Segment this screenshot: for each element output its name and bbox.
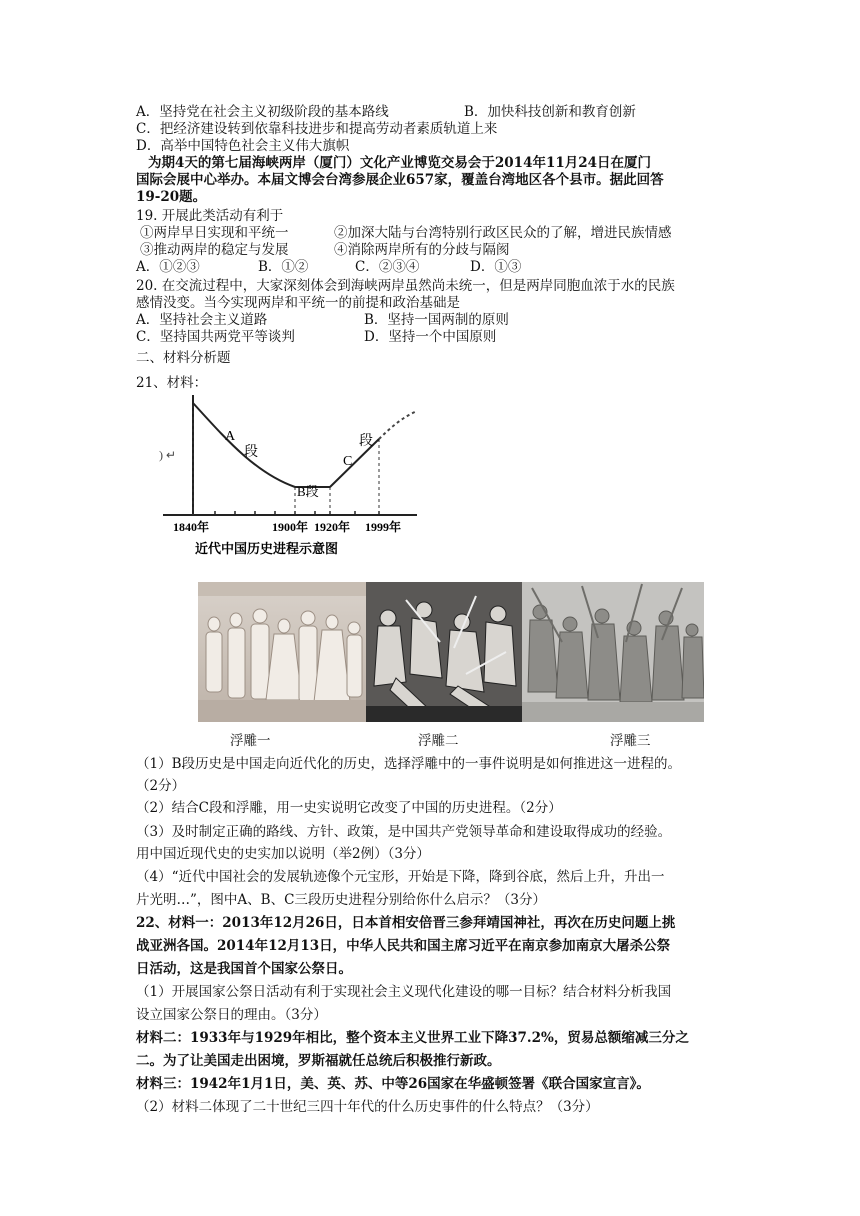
- intro-line-2: 国际会展中心举办。本届文博会台湾参展企业657家，覆盖台湾地区各个县市。据此回答: [136, 172, 664, 188]
- q21-label: 21、材料：: [136, 375, 208, 391]
- q20-option-a: A．坚持社会主义道路: [136, 312, 268, 328]
- q18-option-a: A．坚持党在社会主义初级阶段的基本路线: [136, 104, 389, 120]
- relief-image-1: [198, 582, 366, 722]
- q21-part3-line-1: （3）及时制定正确的路线、方针、政策，是中国共产党领导革命和建设取得成功的经验。: [136, 824, 672, 840]
- stray-mark: ) ↵: [159, 448, 177, 462]
- diagram-caption: 近代中国历史进程示意图: [195, 541, 339, 556]
- q19-statement-3: ③推动两岸的稳定与发展: [140, 242, 289, 258]
- q22-material1-line-1: 22、材料一：2013年12月26日，日本首相安倍晋三参拜靖国神社，再次在历史问题上挑: [136, 915, 676, 931]
- tick-label-1999: 1999年: [365, 520, 402, 534]
- intro-line-3: 19-20题。: [136, 189, 207, 205]
- segment-a-label: A: [225, 429, 236, 444]
- q18-option-d: D．高举中国特色社会主义伟大旗帜: [136, 138, 350, 154]
- history-process-diagram: [155, 393, 425, 563]
- intro-line-1: 为期4天的第七届海峡两岸（厦门）文化产业博览交易会于2014年11月24日在厦门: [148, 155, 652, 171]
- q19-option-d: D．①③: [470, 259, 522, 275]
- segment-c-label: C: [343, 454, 353, 469]
- segment-a-suffix: 段: [244, 445, 258, 460]
- q22-material3: 材料三：1942年1月1日，美、英、苏、中等26国家在华盛顿签署《联合国家宣言》。: [136, 1076, 650, 1092]
- relief-caption-1: 浮雕一: [230, 733, 271, 749]
- q19-option-c: C．②③④: [355, 259, 420, 275]
- q20-stem-line-1: 20. 在交流过程中，大家深刻体会到海峡两岸虽然尚未统一，但是两岸同胞血浓于水的民族: [136, 278, 675, 294]
- tick-label-1920: 1920年: [314, 520, 351, 534]
- q19-statement-2: ②加深大陆与台湾特别行政区民众的了解，增进民族情感: [334, 225, 672, 241]
- q21-part3-line-2: 用中国近现代史的史实加以说明（举2例）（3分）: [136, 846, 430, 862]
- q20-option-c: C．坚持国共两党平等谈判: [136, 329, 295, 345]
- relief-image-2: [366, 582, 522, 722]
- q22-material2-line-2: 二。为了让美国走出困境，罗斯福就任总统后积极推行新政。: [136, 1053, 501, 1069]
- future-trend-line: [379, 411, 417, 439]
- q20-option-b: B．坚持一国两制的原则: [364, 312, 509, 328]
- q21-part4-line-1: （4）“近代中国社会的发展轨迹像个元宝形，开始是下降，降到谷底，然后上升，升出一: [136, 869, 665, 885]
- tick-label-1900: 1900年: [272, 520, 309, 534]
- relief-image-3: [522, 582, 704, 722]
- relief-caption-3: 浮雕三: [610, 733, 651, 749]
- q22-part2: （2）材料二体现了二十世纪三四十年代的什么历史事件的什么特点？（3分）: [136, 1099, 599, 1115]
- q21-part1-line-1: （1）B段历史是中国走向近代化的历史，选择浮雕中的一事件说明是如何推进这一进程的。: [136, 756, 682, 772]
- segment-c-suffix: 段: [359, 434, 373, 449]
- q22-part1-line-1: （1）开展国家公祭日活动有利于实现社会主义现代化建设的哪一目标？结合材料分析我国: [136, 984, 672, 1000]
- q19-stem: 19. 开展此类活动有利于: [136, 208, 284, 224]
- section-heading: 二、材料分析题: [136, 350, 231, 366]
- q20-option-d: D．坚持一个中国原则: [364, 329, 497, 345]
- q22-material1-line-3: 日活动，这是我国首个国家公祭日。: [136, 961, 352, 977]
- q22-material1-line-2: 战亚洲各国。2014年12月13日，中华人民共和国主席习近平在南京参加南京大屠杀公祭: [136, 938, 671, 954]
- q19-option-a: A．①②③: [136, 259, 200, 275]
- q22-material2-line-1: 材料二：1933年与1929年相比，整个资本主义世界工业下降37.2%，贸易总额缩减三分之: [136, 1030, 689, 1046]
- q21-part2: （2）结合C段和浮雕，用一史实说明它改变了中国的历史进程。（2分）: [136, 800, 562, 816]
- q18-option-c: C．把经济建设转到依靠科技进步和提高劳动者素质轨道上来: [136, 121, 498, 137]
- q21-part1-line-2: （2分）: [136, 778, 186, 794]
- q19-statement-4: ④消除两岸所有的分歧与隔阂: [334, 242, 510, 258]
- q19-option-b: B．①②: [258, 259, 309, 275]
- q22-part1-line-2: 设立国家公祭日的理由。（3分）: [136, 1007, 327, 1023]
- q21-part4-line-2: 片光明…”，图中A、B、C三段历史进程分别给你什么启示？（3分）: [136, 892, 546, 908]
- tick-label-1840: 1840年: [173, 520, 210, 534]
- relief-caption-2: 浮雕二: [418, 733, 459, 749]
- q18-option-b: B．加快科技创新和教育创新: [464, 104, 636, 120]
- q20-stem-line-2: 感情没变。当今实现两岸和平统一的前提和政治基础是: [136, 295, 460, 311]
- segment-b-label: B段: [297, 484, 319, 499]
- q19-statement-1: ①两岸早日实现和平统一: [140, 225, 289, 241]
